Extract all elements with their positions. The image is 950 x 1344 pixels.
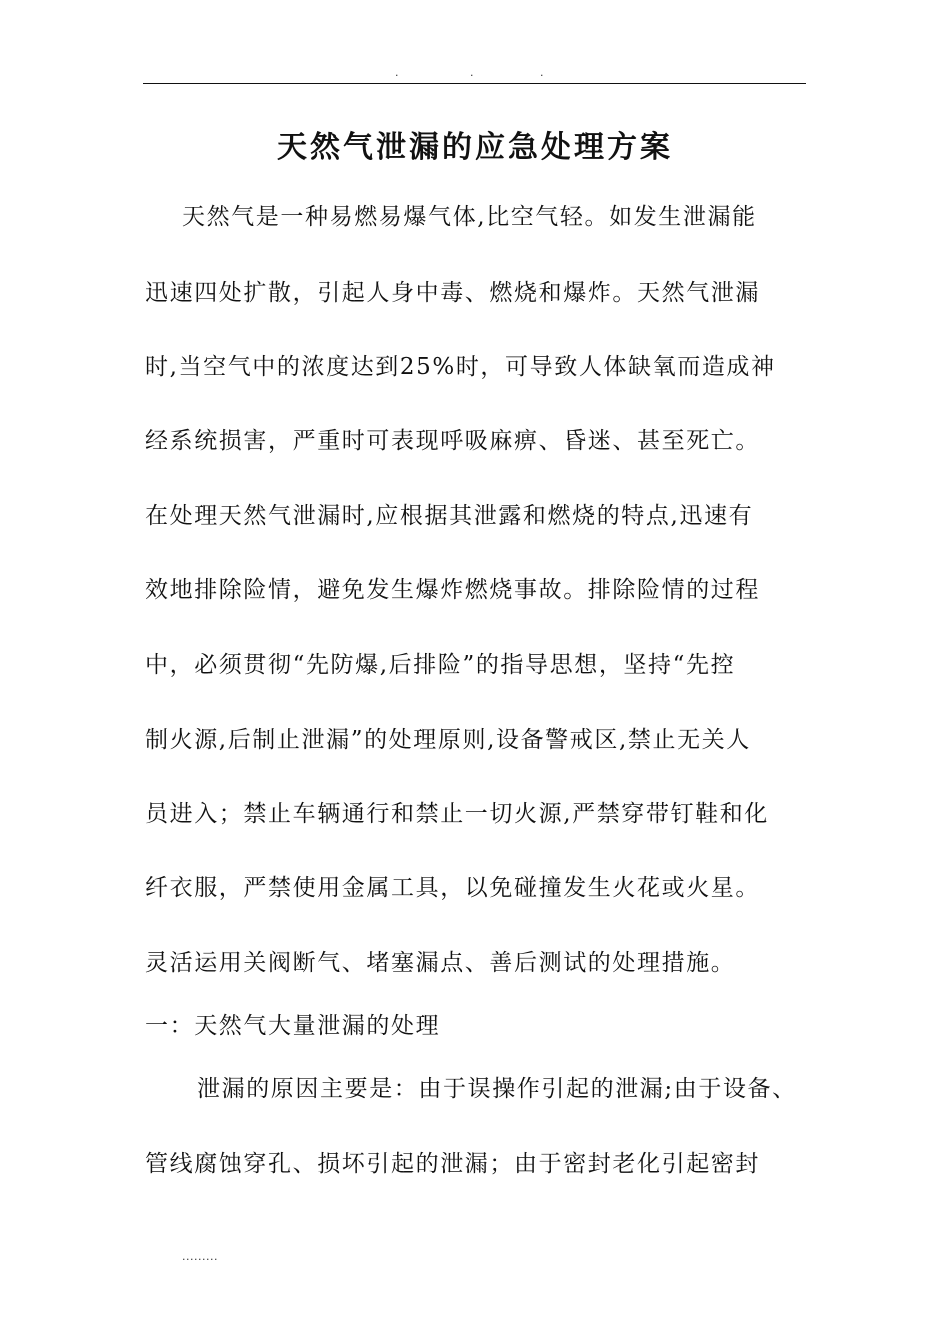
paragraph-line: 制火源,后制止泄漏”的处理原则,设备警戒区,禁止无关人 [145, 727, 751, 753]
page-footer-dots: ......... [182, 1250, 218, 1263]
paragraph-line: 迅速四处扩散，引起人身中毒、燃烧和爆炸。天然气泄漏 [145, 280, 760, 306]
paragraph-line: 中，必须贯彻“先防爆,后排险”的指导思想，坚持“先控 [145, 652, 736, 678]
document-title: 天然气泄漏的应急处理方案 [277, 130, 673, 165]
header-dot: . [395, 66, 399, 79]
page-header-dots [0, 66, 950, 80]
paragraph-line: 天然气是一种易燃易爆气体,比空气轻。如发生泄漏能 [182, 204, 757, 230]
paragraph-line: 灵活运用关阀断气、堵塞漏点、善后测试的处理措施。 [145, 950, 736, 976]
paragraph-line: 经系统损害，严重时可表现呼吸麻痹、昏迷、甚至死亡。 [145, 428, 760, 454]
paragraph-line: 时,当空气中的浓度达到25%时，可导致人体缺氧而造成神 [145, 354, 776, 380]
paragraph-line: 管线腐蚀穿孔、损坏引起的泄漏；由于密封老化引起密封 [145, 1151, 760, 1177]
paragraph-line: 纤衣服，严禁使用金属工具，以免碰撞发生火花或火星。 [145, 875, 760, 901]
paragraph-line: 泄漏的原因主要是：由于误操作引起的泄漏;由于设备、 [197, 1076, 797, 1102]
paragraph-line: 员进入；禁止车辆通行和禁止一切火源,严禁穿带钉鞋和化 [145, 801, 769, 827]
header-dot: . [470, 66, 474, 79]
header-dot: . [540, 66, 544, 79]
paragraph-line: 在处理天然气泄漏时,应根据其泄露和燃烧的特点,迅速有 [145, 503, 754, 529]
paragraph-line: 效地排除险情，避免发生爆炸燃烧事故。排除险情的过程 [145, 577, 760, 603]
header-rule [143, 83, 806, 84]
section-heading: 一：天然气大量泄漏的处理 [145, 1013, 441, 1039]
